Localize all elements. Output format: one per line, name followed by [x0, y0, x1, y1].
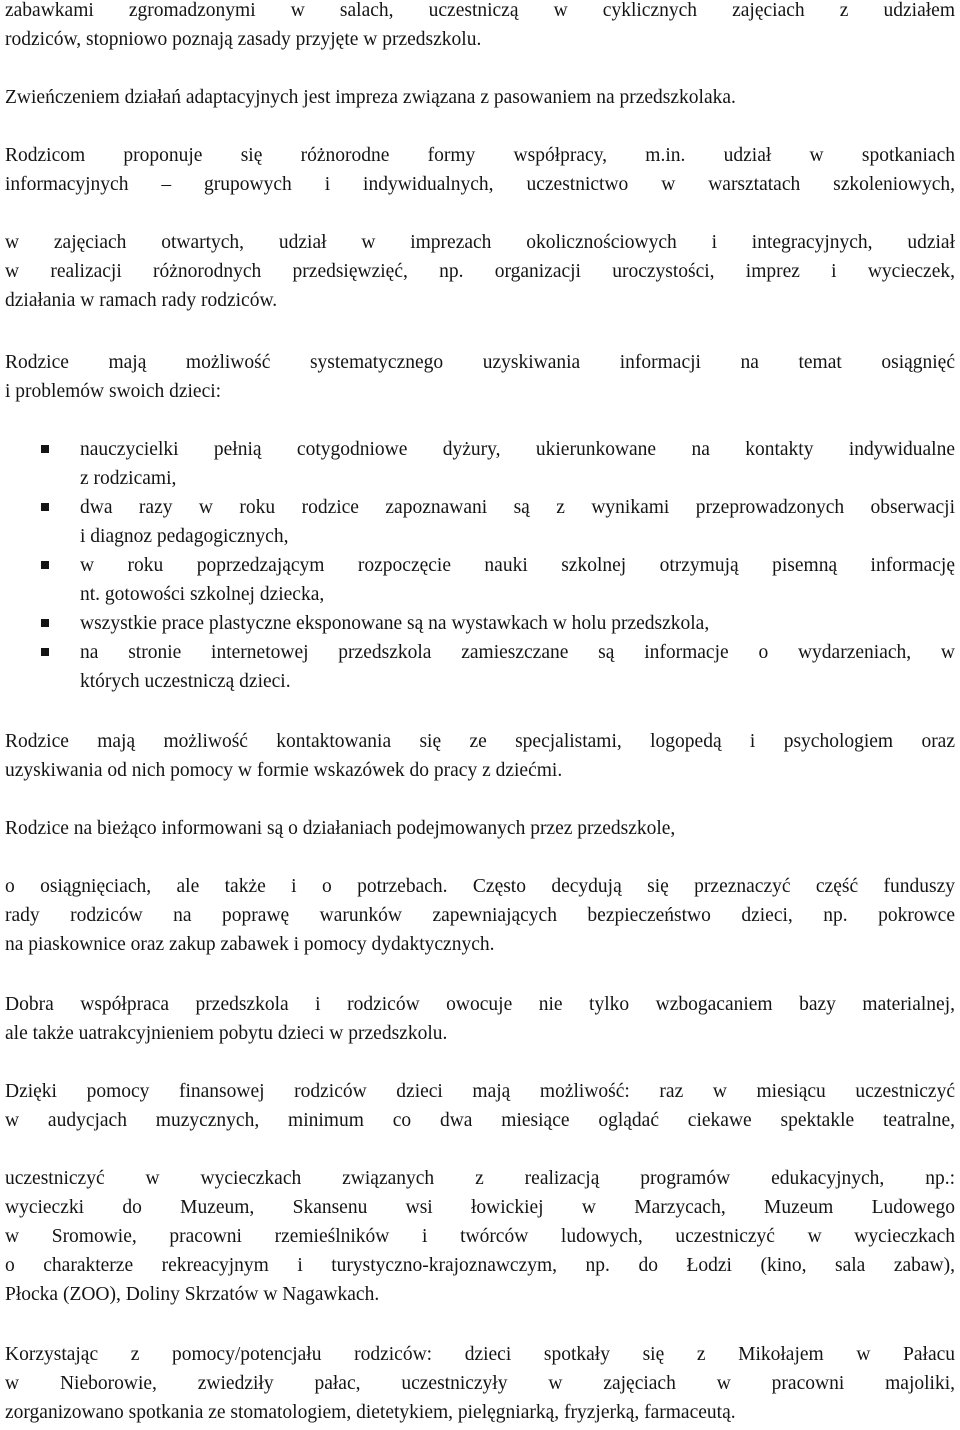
- paragraph-line: Zwieńczeniem działań adaptacyjnych jest impreza związana z pasowaniem na przedszkolaka.: [5, 87, 736, 108]
- paragraph-line: na piaskownice oraz zakup zabawek i pomocy dydaktycznych.: [5, 934, 495, 955]
- paragraph-line: ale także uatrakcyjnieniem pobytu dzieci w przedszkolu.: [5, 1023, 448, 1044]
- list-item-line: w roku poprzedzającym rozpoczęcie nauki szkolnej otrzymują pisemną informację: [80, 555, 955, 576]
- paragraph-line: uzyskiwania od nich pomocy w formie wskazówek do pracy z dziećmi.: [5, 760, 563, 781]
- paragraph-line: uczestniczyć w wycieczkach związanych z realizacją programów edukacyjnych, np.:: [5, 1168, 955, 1189]
- paragraph-line: o osiągnięciach, ale także i o potrzebach. Często decydują się przeznaczyć część funduszy: [5, 876, 955, 897]
- paragraph-line: informacyjnych – grupowych i indywidualnych, uczestnictwo w warsztatach szkoleniowych,: [5, 174, 955, 195]
- paragraph-line: Rodzice na bieżąco informowani są o działaniach podejmowanych przez przedszkole,: [5, 818, 676, 839]
- list-item-line: na stronie internetowej przedszkola zamieszczane są informacje o wydarzeniach, w: [80, 642, 955, 663]
- paragraph-line: i problemów swoich dzieci:: [5, 381, 222, 402]
- paragraph-line: w zajęciach otwartych, udział w imprezach okolicznościowych i integracyjnych, udział: [5, 232, 955, 253]
- list-item-line: z rodzicami,: [80, 468, 177, 489]
- square-bullet-icon: [41, 561, 49, 569]
- paragraph-line: rodziców, stopniowo poznają zasady przyjęte w przedszkolu.: [5, 29, 482, 50]
- square-bullet-icon: [41, 648, 49, 656]
- square-bullet-icon: [41, 619, 49, 627]
- paragraph-line: Rodzice mają możliwość kontaktowania się ze specjalistami, logopedą i psychologiem oraz: [5, 731, 955, 752]
- paragraph-line: w audycjach muzycznych, minimum co dwa miesiące oglądać ciekawe spektakle teatralne,: [5, 1110, 955, 1131]
- paragraph-line: Płocka (ZOO), Doliny Skrzatów w Nagawkach.: [5, 1284, 380, 1305]
- paragraph-line: wycieczki do Muzeum, Skansenu wsi łowickiej w Marzycach, Muzeum Ludowego: [5, 1197, 955, 1218]
- paragraph-line: Dzięki pomocy finansowej rodziców dzieci mają możliwość: raz w miesiącu uczestniczyć: [5, 1081, 955, 1102]
- square-bullet-icon: [41, 503, 49, 511]
- paragraph-line: o charakterze rekreacyjnym i turystyczno-krajoznawczym, np. do Łodzi (kino, sala zabaw),: [5, 1255, 955, 1276]
- paragraph-line: Korzystając z pomocy/potencjału rodziców: dzieci spotkały się z Mikołajem w Pałacu: [5, 1344, 955, 1365]
- paragraph-line: Dobra współpraca przedszkola i rodziców owocuje nie tylko wzbogacaniem bazy materialnej,: [5, 994, 955, 1015]
- paragraph-line: w realizacji różnorodnych przedsięwzięć, np. organizacji uroczystości, imprez i wycieczek,: [5, 261, 955, 282]
- paragraph-line: działania w ramach rady rodziców.: [5, 290, 278, 311]
- paragraph-line: zabawkami zgromadzonymi w salach, uczestniczą w cyklicznych zajęciach z udziałem: [5, 0, 955, 21]
- paragraph-line: w Nieborowie, zwiedziły pałac, uczestniczyły w zajęciach w pracowni majoliki,: [5, 1373, 955, 1394]
- paragraph-line: Rodzice mają możliwość systematycznego uzyskiwania informacji na temat osiągnięć: [5, 352, 955, 373]
- list-item-line: nt. gotowości szkolnej dziecka,: [80, 584, 325, 605]
- paragraph-line: zorganizowano spotkania ze stomatologiem, dietetykiem, pielęgniarką, fryzjerką, farmaceutą.: [5, 1402, 736, 1423]
- paragraph-line: Rodzicom proponuje się różnorodne formy współpracy, m.in. udział w spotkaniach: [5, 145, 955, 166]
- paragraph-line: rady rodziców na poprawę warunków zapewniających bezpieczeństwo dzieci, np. pokrowce: [5, 905, 955, 926]
- list-item-line: i diagnoz pedagogicznych,: [80, 526, 289, 547]
- list-item-line: dwa razy w roku rodzice zapoznawani są z wynikami przeprowadzonych obserwacji: [80, 497, 955, 518]
- list-item-line: których uczestniczą dzieci.: [80, 671, 291, 692]
- paragraph-line: w Sromowie, pracowni rzemieślników i twórców ludowych, uczestniczyć w wycieczkach: [5, 1226, 955, 1247]
- list-item-line: wszystkie prace plastyczne eksponowane są na wystawkach w holu przedszkola,: [80, 613, 710, 634]
- list-item-line: nauczycielki pełnią cotygodniowe dyżury, ukierunkowane na kontakty indywidualne: [80, 439, 955, 460]
- square-bullet-icon: [41, 445, 49, 453]
